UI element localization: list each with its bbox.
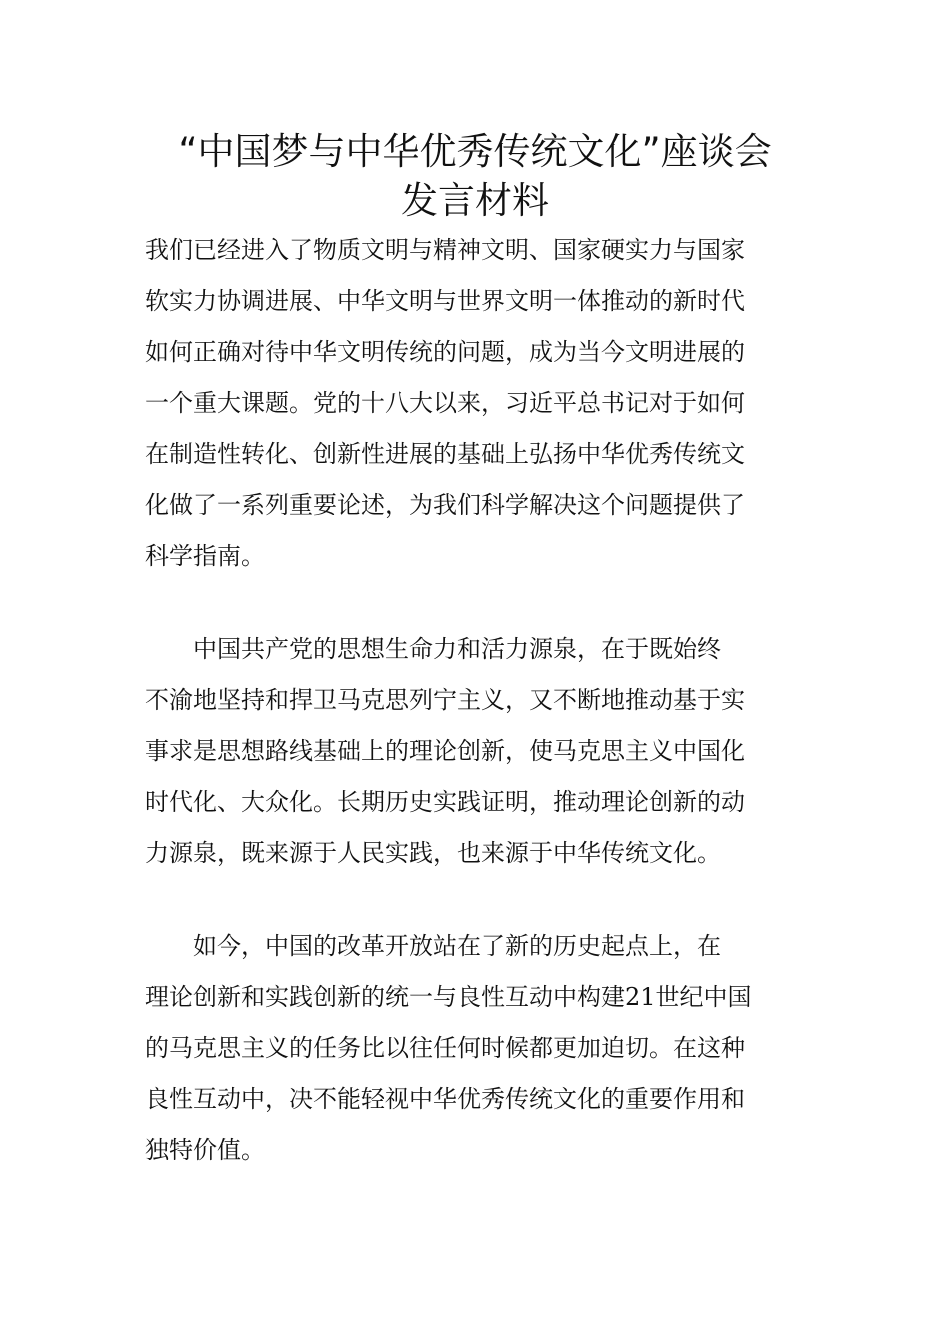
paragraph-line: 我们已经进入了物质文明与精神文明、国家硬实力与国家 [145,236,745,264]
document-title-line-1: “中国梦与中华优秀传统文化”座谈会 [178,130,772,173]
paragraph-line: 化做了一系列重要论述，为我们科学解决这个问题提供了 [145,491,745,519]
paragraph-1 [145,225,805,582]
paragraph-3 [145,921,805,1176]
paragraph-line: 理论创新和实践创新的统一与良性互动中构建21世纪中国 [145,983,752,1011]
paragraph-line: 不渝地坚持和捍卫马克思列宁主义，又不断地推动基于实 [145,686,745,714]
paragraph-line: 独特价值。 [145,1136,265,1164]
paragraph-line: 如今，中国的改革开放站在了新的历史起点上，在 [145,932,721,960]
document-title-line-2: 发言材料 [401,179,549,222]
paragraph-2 [145,624,805,879]
paragraph-line: 事求是思想路线基础上的理论创新，使马克思主义中国化 [145,737,745,765]
paragraph-line: 时代化、大众化。长期历史实践证明，推动理论创新的动 [145,788,745,816]
paragraph-line: 软实力协调进展、中华文明与世界文明一体推动的新时代 [145,287,745,315]
paragraph-line: 如何正确对待中华文明传统的问题，成为当今文明进展的 [145,338,745,366]
paragraph-line: 在制造性转化、创新性进展的基础上弘扬中华优秀传统文 [145,440,745,468]
paragraph-line: 一个重大课题。党的十八大以来，习近平总书记对于如何 [145,389,745,417]
paragraph-line: 科学指南。 [145,542,265,570]
paragraph-line: 良性互动中，决不能轻视中华优秀传统文化的重要作用和 [145,1085,745,1113]
paragraph-line: 中国共产党的思想生命力和活力源泉，在于既始终 [145,635,721,663]
paragraph-line: 的马克思主义的任务比以往任何时候都更加迫切。在这种 [145,1034,745,1062]
paragraph-line: 力源泉，既来源于人民实践，也来源于中华传统文化。 [145,839,721,867]
